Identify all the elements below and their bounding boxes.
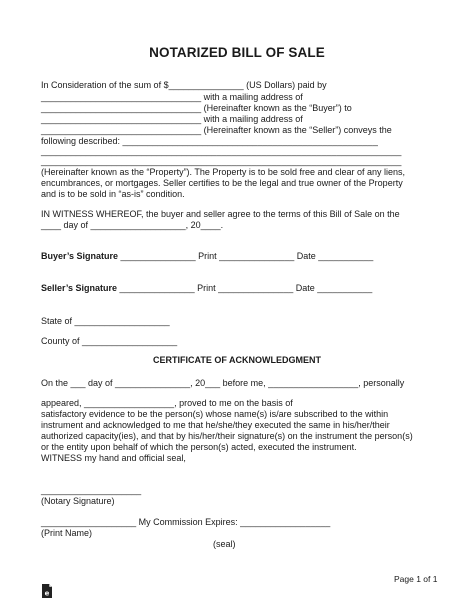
certificate-line-7: WITNESS my hand and official seal,: [41, 453, 186, 463]
consideration-line-6: following described: ___________________________________________________: [41, 136, 378, 146]
page-number: Page 1 of 1: [394, 574, 438, 584]
notary-signature-line: ____________________: [41, 485, 142, 495]
buyer-signature-fields: _______________ Print _______________ Date ___________: [118, 251, 374, 261]
certificate-line-5: authorized capacity(ies), and that by his/her/their signature(s) on the instrument the person(s): [41, 431, 413, 441]
certificate-title: CERTIFICATE OF ACKNOWLEDGMENT: [153, 355, 321, 365]
certificate-line-1: On the ___ day of _______________, 20___ before me, __________________, personally: [41, 378, 405, 388]
witness-line-1: IN WITNESS WHEREOF, the buyer and seller agree to the terms of this Bill of Sale on the: [41, 209, 400, 219]
print-name-label: (Print Name): [41, 528, 93, 538]
document-title: NOTARIZED BILL OF SALE: [149, 45, 325, 60]
seller-signature-label: Seller’s Signature: [41, 283, 118, 293]
svg-text:e: e: [44, 589, 50, 598]
consideration-line-8: ________________________________________________________________________: [41, 156, 402, 166]
certificate-line-2: appeared, __________________, proved to me on the basis of: [41, 398, 293, 408]
witness-line-2: ____ day of ___________________, 20____.: [41, 220, 224, 230]
consideration-line-3: ________________________________ (Hereinafter known as the “Buyer”) to: [41, 103, 352, 113]
buyer-signature-label: Buyer’s Signature: [41, 251, 119, 261]
property-line-3: and is to be sold in “as-is” condition.: [41, 189, 185, 199]
seal-label: (seal): [213, 539, 236, 549]
notary-signature-label: (Notary Signature): [41, 496, 115, 506]
consideration-line-2: ________________________________ with a mailing address of: [41, 92, 303, 102]
certificate-line-4: instrument and acknowledged to me that he/she/they executed the same in his/her/their: [41, 420, 390, 430]
property-line-2: encumbrances, or mortgages. Seller certifies to be the legal and true owner of the Property: [41, 178, 403, 188]
consideration-line-5: ________________________________ (Hereinafter known as the “Seller”) conveys the: [41, 125, 392, 135]
eforms-logo-icon: [41, 583, 53, 599]
seller-signature-row: [41, 283, 372, 294]
buyer-signature-row: [41, 251, 373, 262]
consideration-line-4: ________________________________ with a mailing address of: [41, 114, 303, 124]
certificate-line-3: satisfactory evidence to be the person(s) whose name(s) is/are subscribed to the within: [41, 409, 389, 419]
property-line-1: (Hereinafter known as the “Property”). The Property is to be sold free and clear of any liens,: [41, 167, 406, 177]
county-line: County of ___________________: [41, 336, 178, 346]
certificate-line-6: or the entity upon behalf of which the person(s) acted, executed the instrument.: [41, 442, 357, 452]
print-name-commission-line: ___________________ My Commission Expires: __________________: [41, 517, 331, 527]
consideration-line-7: ________________________________________________________________________: [41, 146, 402, 156]
seller-signature-fields: _______________ Print _______________ Date ___________: [117, 283, 373, 293]
state-line: State of ___________________: [41, 316, 170, 326]
consideration-line-1: In Consideration of the sum of $_______________ (US Dollars) paid by: [41, 80, 327, 90]
